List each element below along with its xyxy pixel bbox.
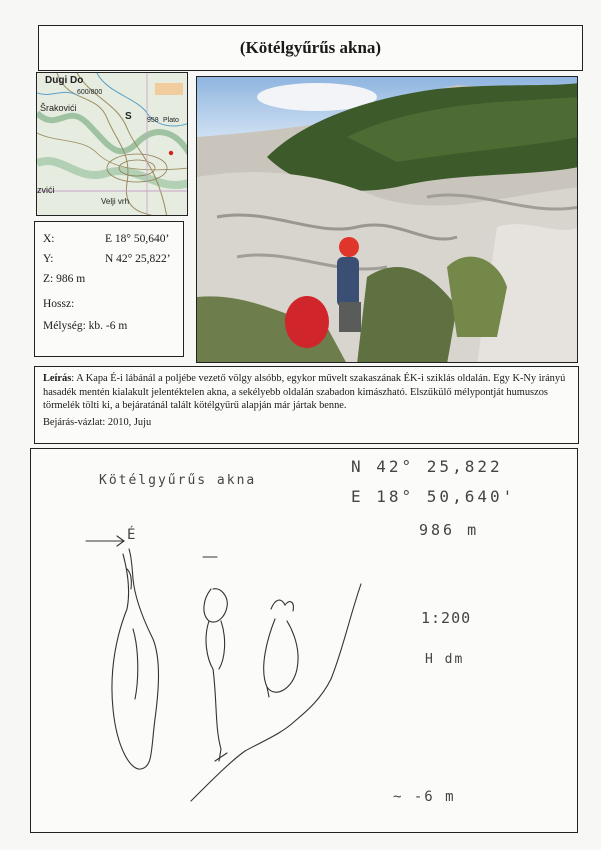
- sketch-drawing: [31, 449, 578, 833]
- description-body: : A Kapa É-i lábánál a poljébe vezető völgy alsóbb, egykor művelt szakaszának ÉK-i sziklás oldalán. Egy K-Ny irányú hasadék mentén kialakult jelentéktelen akna, a sekélyebb oldalán szabadon kimászható. Elszűkülő mélypontját humuszos törmelék tölti ki, a bejáratánál talált kötélgyűrű alapján már jártak benne.: [43, 373, 566, 412]
- map-label: Plato: [163, 117, 179, 124]
- sketch-h: H dm: [425, 652, 465, 667]
- depth: Mélység: kb. -6 m: [43, 320, 128, 332]
- photo-graphic: [197, 77, 578, 363]
- survey-info: Bejárás-vázlat: 2010, Juju: [43, 416, 152, 428]
- survey-sketch: [30, 448, 578, 833]
- map-graphic: [37, 73, 188, 216]
- length: Hossz:: [43, 298, 75, 310]
- map-label: Šrakovići: [40, 103, 77, 113]
- sketch-entrance: É: [127, 527, 136, 543]
- sketch-east: E 18° 50,640': [351, 487, 516, 506]
- coordinates-panel: [34, 221, 184, 357]
- title-box: [38, 25, 583, 71]
- cave-photo: [196, 76, 578, 363]
- map-label: 958: [147, 117, 159, 124]
- altitude: Z: 986 m: [43, 273, 86, 285]
- y-value: N 42° 25,822’: [105, 253, 171, 265]
- map-label: S: [125, 111, 132, 122]
- y-label: Y:: [43, 253, 54, 265]
- description-text: [43, 372, 570, 413]
- sketch-title: Kötélgyűrűs akna: [99, 473, 257, 488]
- sketch-altitude: 986 m: [419, 521, 480, 539]
- sketch-depth: ~ -6 m: [393, 789, 456, 805]
- map-label: 600/800: [77, 89, 103, 96]
- map-label: zvići: [37, 185, 55, 195]
- sketch-scale: 1:200: [421, 609, 472, 627]
- location-map: [36, 72, 188, 216]
- map-label: Dugi Do: [45, 75, 84, 86]
- map-label: Velji vrh: [101, 197, 130, 206]
- description-label: Leírás: [43, 373, 72, 384]
- x-label: X:: [43, 233, 55, 245]
- description-panel: [34, 366, 579, 444]
- page-title: (Kötélgyűrűs akna): [239, 38, 382, 57]
- sketch-north: N 42° 25,822: [351, 457, 503, 476]
- x-value: E 18° 50,640’: [105, 233, 170, 245]
